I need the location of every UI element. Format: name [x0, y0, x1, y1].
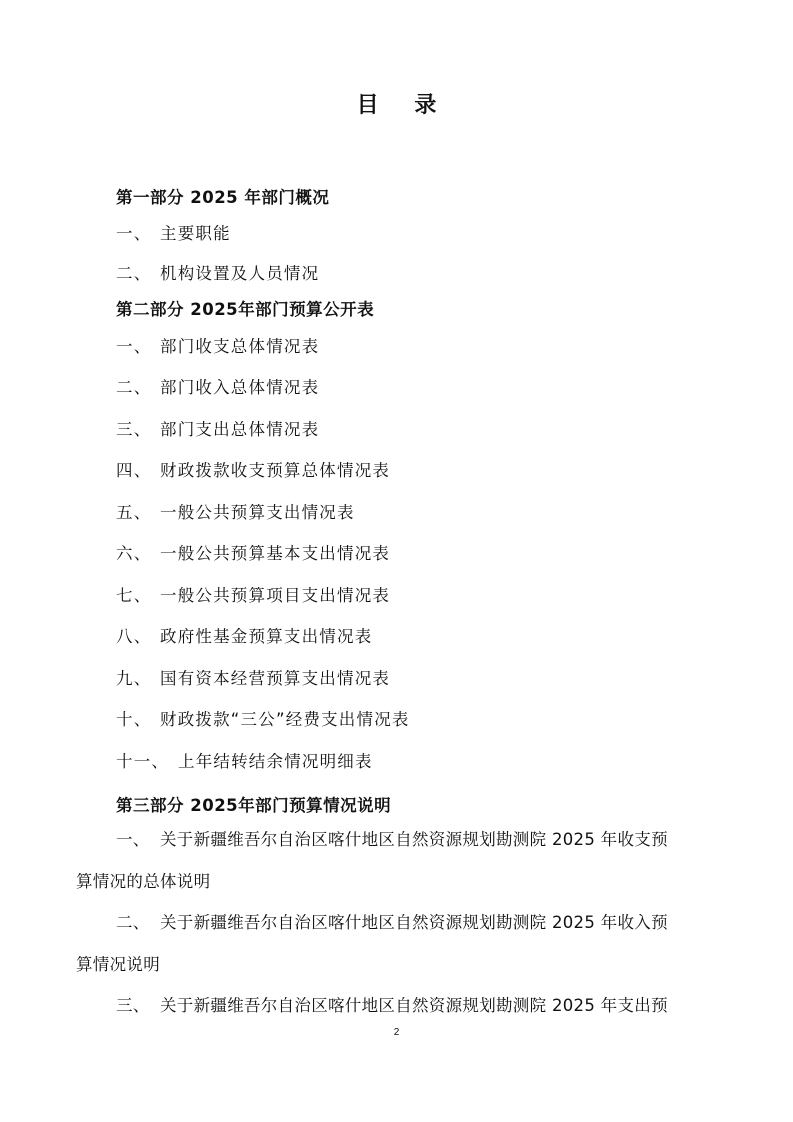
toc-item-text: 关于新疆维吾尔自治区喀什地区自然资源规划勘测院 2025 年收入预 — [160, 913, 668, 932]
toc-item-number: 一、 — [116, 337, 152, 356]
toc-item-number: 七、 — [116, 586, 152, 605]
part2-heading: 第二部分 2025年部门预算公开表 — [116, 300, 375, 319]
page-number: 2 — [393, 1027, 400, 1038]
toc-item-text: 上年结转结余情况明细表 — [178, 752, 373, 771]
toc-item — [116, 582, 390, 606]
toc-item-text: 政府性基金预算支出情况表 — [160, 627, 373, 646]
toc-item-text: 一般公共预算基本支出情况表 — [160, 544, 391, 563]
toc-item-number: 二、 — [116, 913, 150, 932]
toc-item-number: 九、 — [116, 669, 152, 688]
toc-item-number: 一、 — [116, 830, 150, 849]
toc-item — [116, 333, 319, 357]
toc-item-text: 主要职能 — [160, 224, 231, 243]
toc-item-number: 十、 — [116, 710, 152, 729]
toc-item-text: 关于新疆维吾尔自治区喀什地区自然资源规划勘测院 2025 年收支预 — [160, 830, 668, 849]
toc-item — [116, 499, 355, 523]
toc-item — [116, 457, 390, 481]
toc-item — [116, 748, 373, 772]
toc-item — [116, 623, 372, 647]
toc-item-number: 八、 — [116, 627, 152, 646]
part1-heading: 第一部分 2025 年部门概况 — [116, 188, 330, 207]
toc-item-text: 国有资本经营预算支出情况表 — [160, 669, 391, 688]
toc-item — [116, 826, 668, 850]
toc-item — [116, 909, 668, 933]
toc-item-number: 六、 — [116, 544, 152, 563]
toc-item — [116, 260, 319, 284]
toc-item — [116, 374, 319, 398]
toc-item-text: 部门收支总体情况表 — [160, 337, 320, 356]
toc-item-number: 四、 — [116, 461, 152, 480]
toc-item-number: 五、 — [116, 503, 152, 522]
toc-item-number: 三、 — [116, 996, 150, 1015]
toc-item-continuation: 算情况的总体说明 — [76, 872, 211, 891]
toc-item-text: 财政拨款“三公”经费支出情况表 — [160, 710, 410, 729]
toc-item-text: 部门支出总体情况表 — [160, 420, 320, 439]
toc-item — [116, 992, 668, 1016]
toc-item-text: 关于新疆维吾尔自治区喀什地区自然资源规划勘测院 2025 年支出预 — [160, 996, 668, 1015]
part3-heading: 第三部分 2025年部门预算情况说明 — [116, 796, 392, 815]
toc-item-number: 十一、 — [116, 752, 170, 771]
toc-item — [116, 540, 390, 564]
toc-item — [116, 665, 390, 689]
toc-item-text: 一般公共预算支出情况表 — [160, 503, 355, 522]
toc-item-text: 部门收入总体情况表 — [160, 378, 320, 397]
toc-item-number: 三、 — [116, 420, 152, 439]
toc-item-number: 二、 — [116, 378, 152, 397]
toc-item-number: 二、 — [116, 264, 152, 283]
toc-item-continuation: 算情况说明 — [76, 955, 160, 974]
toc-item-number: 一、 — [116, 224, 152, 243]
toc-item-text: 一般公共预算项目支出情况表 — [160, 586, 391, 605]
page-title: 目 录 — [356, 93, 451, 118]
toc-item — [116, 220, 231, 244]
toc-item-text: 财政拨款收支预算总体情况表 — [160, 461, 391, 480]
toc-item — [116, 706, 410, 730]
toc-item-text: 机构设置及人员情况 — [160, 264, 320, 283]
toc-item — [116, 416, 319, 440]
